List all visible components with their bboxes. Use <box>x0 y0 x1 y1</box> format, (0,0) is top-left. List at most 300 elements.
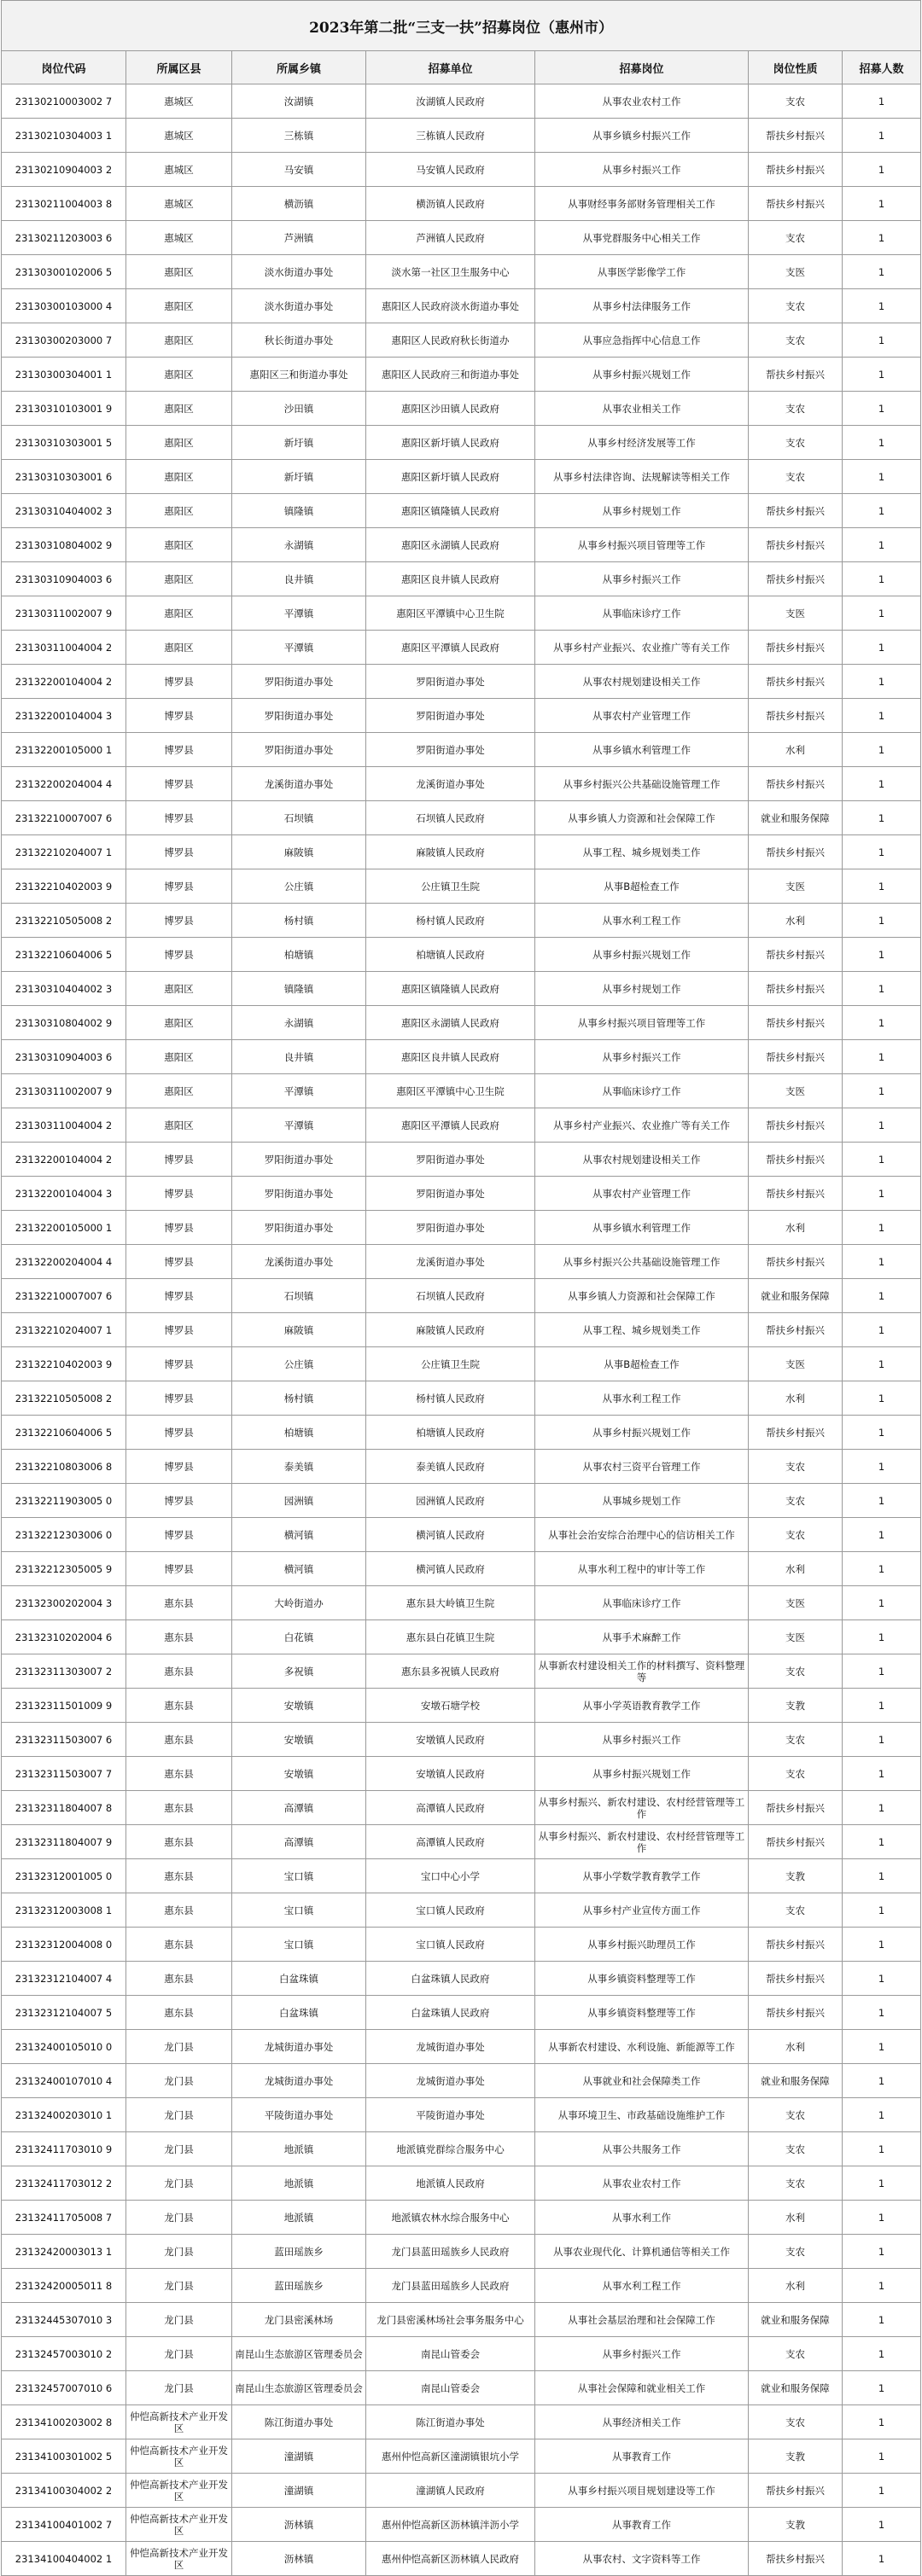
position-type-cell: 帮扶乡村振兴 <box>749 2474 843 2508</box>
recruiting-unit-cell: 惠阳区沙田镇人民政府 <box>366 392 535 426</box>
position-cell: 从事乡村法律咨询、法规解读等相关工作 <box>535 460 749 494</box>
position-cell: 从事水利工程工作 <box>535 2269 749 2303</box>
headcount-cell: 1 <box>843 1518 921 1552</box>
position-type-cell: 支农 <box>749 221 843 255</box>
position-cell: 从事乡村振兴工作 <box>535 153 749 187</box>
recruiting-unit-cell: 柏塘镇人民政府 <box>366 1416 535 1450</box>
district-cell: 惠东县 <box>126 1620 232 1654</box>
table-row <box>2 153 921 187</box>
position-code-cell: 23132210604006 5 <box>2 938 126 972</box>
position-type-cell: 帮扶乡村振兴 <box>749 1928 843 1962</box>
recruiting-unit-cell: 惠东县大岭镇卫生院 <box>366 1586 535 1620</box>
position-type-cell: 帮扶乡村振兴 <box>749 1245 843 1279</box>
position-code-cell: 23132311503007 6 <box>2 1723 126 1757</box>
headcount-cell: 1 <box>843 1143 921 1177</box>
township-cell: 宝口镇 <box>232 1859 366 1893</box>
position-type-cell: 支医 <box>749 1586 843 1620</box>
position-cell: 从事农村产业管理工作 <box>535 1177 749 1211</box>
table-row <box>2 1450 921 1484</box>
position-cell: 从事乡村振兴公共基础设施管理工作 <box>535 767 749 801</box>
position-cell: 从事社会保障和就业相关工作 <box>535 2371 749 2405</box>
position-type-cell: 帮扶乡村振兴 <box>749 1313 843 1347</box>
table-row <box>2 2371 921 2405</box>
table-row <box>2 1723 921 1757</box>
district-cell: 龙门县 <box>126 2269 232 2303</box>
district-cell: 龙门县 <box>126 2235 232 2269</box>
recruiting-unit-cell: 罗阳街道办事处 <box>366 1177 535 1211</box>
position-code-cell: 23130211004003 8 <box>2 187 126 221</box>
header-position: 招募岗位 <box>535 51 749 84</box>
position-type-cell: 就业和服务保障 <box>749 2303 843 2337</box>
township-cell: 永湖镇 <box>232 1006 366 1040</box>
township-cell: 沥林镇 <box>232 2508 366 2542</box>
position-code-cell: 23132311804007 8 <box>2 1791 126 1825</box>
district-cell: 仲恺高新技术产业开发区 <box>126 2405 232 2439</box>
headcount-cell: 1 <box>843 2508 921 2542</box>
table-row <box>2 1177 921 1211</box>
district-cell: 博罗县 <box>126 1245 232 1279</box>
recruiting-unit-cell: 惠阳区镇隆镇人民政府 <box>366 972 535 1006</box>
township-cell: 三栋镇 <box>232 119 366 153</box>
position-cell: 从事医学影像学工作 <box>535 255 749 289</box>
position-type-cell: 水利 <box>749 733 843 767</box>
recruiting-unit-cell: 惠阳区永湖镇人民政府 <box>366 528 535 562</box>
position-cell: 从事农村规划建设相关工作 <box>535 665 749 699</box>
position-code-cell: 23134100304002 2 <box>2 2474 126 2508</box>
recruiting-unit-cell: 惠州仲恺高新区沥林镇泮沥小学 <box>366 2508 535 2542</box>
recruiting-unit-cell: 惠东县多祝镇人民政府 <box>366 1654 535 1689</box>
position-type-cell: 帮扶乡村振兴 <box>749 1006 843 1040</box>
district-cell: 博罗县 <box>126 801 232 835</box>
headcount-cell: 1 <box>843 2337 921 2371</box>
township-cell: 横沥镇 <box>232 187 366 221</box>
table-body <box>2 84 921 2576</box>
table-row <box>2 323 921 358</box>
position-code-cell: 23130310404002 3 <box>2 494 126 528</box>
position-type-cell: 支农 <box>749 2098 843 2132</box>
position-cell: 从事社会治安综合治理中心的信访相关工作 <box>535 1518 749 1552</box>
table-row <box>2 289 921 323</box>
position-code-cell: 23132212303006 0 <box>2 1518 126 1552</box>
table-row <box>2 1654 921 1689</box>
position-cell: 从事公共服务工作 <box>535 2132 749 2166</box>
table-row <box>2 938 921 972</box>
position-cell: 从事B超检查工作 <box>535 1347 749 1381</box>
position-cell: 从事乡村振兴规划工作 <box>535 938 749 972</box>
position-type-cell: 帮扶乡村振兴 <box>749 494 843 528</box>
district-cell: 博罗县 <box>126 1143 232 1177</box>
table-row <box>2 1006 921 1040</box>
table-row <box>2 2474 921 2508</box>
position-cell: 从事乡村振兴工作 <box>535 1040 749 1074</box>
district-cell: 博罗县 <box>126 1518 232 1552</box>
district-cell: 博罗县 <box>126 1347 232 1381</box>
district-cell: 惠阳区 <box>126 289 232 323</box>
position-type-cell: 支医 <box>749 596 843 631</box>
position-cell: 从事农业相关工作 <box>535 392 749 426</box>
position-type-cell: 水利 <box>749 2201 843 2235</box>
district-cell: 惠东县 <box>126 1689 232 1723</box>
township-cell: 园洲镇 <box>232 1484 366 1518</box>
township-cell: 汝湖镇 <box>232 84 366 119</box>
table-row <box>2 187 921 221</box>
headcount-cell: 1 <box>843 494 921 528</box>
position-code-cell: 23132200105000 1 <box>2 1211 126 1245</box>
headcount-cell: 1 <box>843 1040 921 1074</box>
headcount-cell: 1 <box>843 972 921 1006</box>
headcount-cell: 1 <box>843 1347 921 1381</box>
table-row <box>2 2030 921 2064</box>
position-cell: 从事乡镇人力资源和社会保障工作 <box>535 801 749 835</box>
recruiting-unit-cell: 潼湖镇人民政府 <box>366 2474 535 2508</box>
position-cell: 从事乡村规划工作 <box>535 494 749 528</box>
township-cell: 平陵街道办事处 <box>232 2098 366 2132</box>
recruiting-unit-cell: 平陵街道办事处 <box>366 2098 535 2132</box>
district-cell: 仲恺高新技术产业开发区 <box>126 2542 232 2576</box>
position-type-cell: 支农 <box>749 84 843 119</box>
position-type-cell: 支医 <box>749 255 843 289</box>
recruiting-unit-cell: 地派镇党群综合服务中心 <box>366 2132 535 2166</box>
district-cell: 龙门县 <box>126 2201 232 2235</box>
table-row <box>2 1791 921 1825</box>
district-cell: 惠东县 <box>126 1586 232 1620</box>
position-code-cell: 23130311002007 9 <box>2 596 126 631</box>
district-cell: 博罗县 <box>126 1416 232 1450</box>
position-code-cell: 23132200104004 3 <box>2 699 126 733</box>
headcount-cell: 1 <box>843 869 921 904</box>
headcount-cell: 1 <box>843 255 921 289</box>
recruiting-unit-cell: 横河镇人民政府 <box>366 1552 535 1586</box>
position-type-cell: 帮扶乡村振兴 <box>749 1040 843 1074</box>
district-cell: 博罗县 <box>126 733 232 767</box>
position-code-cell: 23130310904003 6 <box>2 1040 126 1074</box>
headcount-cell: 1 <box>843 2405 921 2439</box>
position-code-cell: 23130311004004 2 <box>2 631 126 665</box>
township-cell: 麻陂镇 <box>232 1313 366 1347</box>
headcount-cell: 1 <box>843 631 921 665</box>
recruiting-unit-cell: 龙城街道办事处 <box>366 2030 535 2064</box>
table-row <box>2 767 921 801</box>
position-type-cell: 支农 <box>749 1757 843 1791</box>
headcount-cell: 1 <box>843 153 921 187</box>
position-type-cell: 帮扶乡村振兴 <box>749 665 843 699</box>
district-cell: 龙门县 <box>126 2132 232 2166</box>
district-cell: 惠城区 <box>126 119 232 153</box>
table-row <box>2 1313 921 1347</box>
township-cell: 平潭镇 <box>232 596 366 631</box>
header-row <box>2 51 921 84</box>
headcount-cell: 1 <box>843 528 921 562</box>
position-code-cell: 23132312104007 5 <box>2 1996 126 2030</box>
position-code-cell: 23132200204004 4 <box>2 1245 126 1279</box>
position-type-cell: 支教 <box>749 2508 843 2542</box>
position-code-cell: 23134100401002 7 <box>2 2508 126 2542</box>
position-type-cell: 支农 <box>749 426 843 460</box>
township-cell: 罗阳街道办事处 <box>232 1177 366 1211</box>
position-code-cell: 23130300203000 7 <box>2 323 126 358</box>
headcount-cell: 1 <box>843 1211 921 1245</box>
position-type-cell: 支农 <box>749 392 843 426</box>
township-cell: 罗阳街道办事处 <box>232 665 366 699</box>
district-cell: 惠城区 <box>126 187 232 221</box>
position-cell: 从事乡村产业振兴、农业推广等有关工作 <box>535 1108 749 1143</box>
recruiting-unit-cell: 惠阳区平潭镇中心卫生院 <box>366 1074 535 1108</box>
recruiting-unit-cell: 杨村镇人民政府 <box>366 904 535 938</box>
recruiting-unit-cell: 龙溪街道办事处 <box>366 1245 535 1279</box>
position-type-cell: 支农 <box>749 460 843 494</box>
district-cell: 惠城区 <box>126 221 232 255</box>
headcount-cell: 1 <box>843 187 921 221</box>
township-cell: 罗阳街道办事处 <box>232 733 366 767</box>
headcount-cell: 1 <box>843 460 921 494</box>
district-cell: 惠城区 <box>126 84 232 119</box>
headcount-cell: 1 <box>843 1962 921 1996</box>
township-cell: 秋长街道办事处 <box>232 323 366 358</box>
headcount-cell: 1 <box>843 1074 921 1108</box>
table-row <box>2 1689 921 1723</box>
position-code-cell: 23132210204007 1 <box>2 835 126 869</box>
recruiting-unit-cell: 公庄镇卫生院 <box>366 869 535 904</box>
position-type-cell: 支农 <box>749 1723 843 1757</box>
district-cell: 惠阳区 <box>126 460 232 494</box>
position-type-cell: 水利 <box>749 904 843 938</box>
recruiting-unit-cell: 石坝镇人民政府 <box>366 1279 535 1313</box>
position-type-cell: 帮扶乡村振兴 <box>749 835 843 869</box>
headcount-cell: 1 <box>843 1279 921 1313</box>
headcount-cell: 1 <box>843 221 921 255</box>
position-cell: 从事乡村经济发展等工作 <box>535 426 749 460</box>
position-type-cell: 支医 <box>749 1620 843 1654</box>
position-type-cell: 就业和服务保障 <box>749 1279 843 1313</box>
position-cell: 从事临床诊疗工作 <box>535 1586 749 1620</box>
district-cell: 惠东县 <box>126 1996 232 2030</box>
township-cell: 马安镇 <box>232 153 366 187</box>
district-cell: 龙门县 <box>126 2098 232 2132</box>
township-cell: 陈江街道办事处 <box>232 2405 366 2439</box>
headcount-cell: 1 <box>843 1723 921 1757</box>
position-type-cell: 就业和服务保障 <box>749 801 843 835</box>
recruiting-unit-cell: 白盆珠镇人民政府 <box>366 1996 535 2030</box>
district-cell: 惠东县 <box>126 1723 232 1757</box>
position-type-cell: 帮扶乡村振兴 <box>749 153 843 187</box>
table-row <box>2 2166 921 2201</box>
district-cell: 博罗县 <box>126 869 232 904</box>
township-cell: 南昆山生态旅游区管理委员会 <box>232 2371 366 2405</box>
headcount-cell: 1 <box>843 2439 921 2474</box>
table-row <box>2 596 921 631</box>
recruiting-unit-cell: 龙门县蓝田瑶族乡人民政府 <box>366 2235 535 2269</box>
headcount-cell: 1 <box>843 1586 921 1620</box>
position-code-cell: 23132310202004 6 <box>2 1620 126 1654</box>
position-cell: 从事乡村振兴公共基础设施管理工作 <box>535 1245 749 1279</box>
recruiting-unit-cell: 安墩镇人民政府 <box>366 1757 535 1791</box>
position-cell: 从事乡村振兴工作 <box>535 562 749 596</box>
position-cell: 从事环境卫生、市政基础设施维护工作 <box>535 2098 749 2132</box>
position-cell: 从事乡镇乡村振兴工作 <box>535 119 749 153</box>
position-code-cell: 23130310404002 3 <box>2 972 126 1006</box>
township-cell: 宝口镇 <box>232 1928 366 1962</box>
position-code-cell: 23132311303007 2 <box>2 1654 126 1689</box>
table-row <box>2 1893 921 1928</box>
position-code-cell: 23132200104004 2 <box>2 1143 126 1177</box>
headcount-cell: 1 <box>843 2132 921 2166</box>
headcount-cell: 1 <box>843 392 921 426</box>
district-cell: 仲恺高新技术产业开发区 <box>126 2439 232 2474</box>
district-cell: 龙门县 <box>126 2371 232 2405</box>
recruiting-unit-cell: 惠阳区人民政府秋长街道办 <box>366 323 535 358</box>
position-code-cell: 23130310303001 6 <box>2 460 126 494</box>
recruiting-unit-cell: 安墩石塘学校 <box>366 1689 535 1723</box>
table-row <box>2 1552 921 1586</box>
position-cell: 从事党群服务中心相关工作 <box>535 221 749 255</box>
position-cell: 从事农业农村工作 <box>535 2166 749 2201</box>
township-cell: 镇隆镇 <box>232 972 366 1006</box>
headcount-cell: 1 <box>843 938 921 972</box>
recruiting-unit-cell: 杨村镇人民政府 <box>366 1381 535 1416</box>
position-type-cell: 帮扶乡村振兴 <box>749 699 843 733</box>
township-cell: 淡水街道办事处 <box>232 289 366 323</box>
headcount-cell: 1 <box>843 596 921 631</box>
district-cell: 博罗县 <box>126 835 232 869</box>
township-cell: 地派镇 <box>232 2132 366 2166</box>
position-code-cell: 23132400203010 1 <box>2 2098 126 2132</box>
header-headcount: 招募人数 <box>843 51 921 84</box>
district-cell: 惠阳区 <box>126 596 232 631</box>
header-recruiting-unit: 招募单位 <box>366 51 535 84</box>
position-type-cell: 支医 <box>749 1347 843 1381</box>
headcount-cell: 1 <box>843 2303 921 2337</box>
district-cell: 龙门县 <box>126 2064 232 2098</box>
position-code-cell: 23132312003008 1 <box>2 1893 126 1928</box>
table-row <box>2 528 921 562</box>
township-cell: 龙门县密溪林场 <box>232 2303 366 2337</box>
district-cell: 博罗县 <box>126 665 232 699</box>
position-code-cell: 23132210803006 8 <box>2 1450 126 1484</box>
table-row <box>2 699 921 733</box>
headcount-cell: 1 <box>843 1757 921 1791</box>
position-cell: 从事临床诊疗工作 <box>535 596 749 631</box>
district-cell: 惠阳区 <box>126 1040 232 1074</box>
township-cell: 镇隆镇 <box>232 494 366 528</box>
recruiting-unit-cell: 惠州仲恺高新区沥林镇人民政府 <box>366 2542 535 2576</box>
position-cell: 从事乡镇水利管理工作 <box>535 733 749 767</box>
position-type-cell: 帮扶乡村振兴 <box>749 972 843 1006</box>
table-row <box>2 1211 921 1245</box>
recruiting-unit-cell: 宝口镇人民政府 <box>366 1928 535 1962</box>
recruiting-unit-cell: 罗阳街道办事处 <box>366 733 535 767</box>
headcount-cell: 1 <box>843 2269 921 2303</box>
township-cell: 良井镇 <box>232 1040 366 1074</box>
position-code-cell: 23130310103001 9 <box>2 392 126 426</box>
headcount-cell: 1 <box>843 358 921 392</box>
position-type-cell: 水利 <box>749 1381 843 1416</box>
headcount-cell: 1 <box>843 562 921 596</box>
table-row <box>2 835 921 869</box>
header-district: 所属区县 <box>126 51 232 84</box>
recruiting-unit-cell: 罗阳街道办事处 <box>366 1211 535 1245</box>
headcount-cell: 1 <box>843 84 921 119</box>
position-code-cell: 23132457007010 6 <box>2 2371 126 2405</box>
position-type-cell: 支农 <box>749 1654 843 1689</box>
district-cell: 博罗县 <box>126 1450 232 1484</box>
table-row <box>2 904 921 938</box>
position-type-cell: 帮扶乡村振兴 <box>749 1791 843 1825</box>
township-cell: 地派镇 <box>232 2201 366 2235</box>
township-cell: 蓝田瑶族乡 <box>232 2269 366 2303</box>
recruiting-unit-cell: 惠阳区新圩镇人民政府 <box>366 460 535 494</box>
district-cell: 惠东县 <box>126 1893 232 1928</box>
headcount-cell: 1 <box>843 2235 921 2269</box>
recruiting-unit-cell: 麻陂镇人民政府 <box>366 835 535 869</box>
headcount-cell: 1 <box>843 1859 921 1893</box>
table-row <box>2 1484 921 1518</box>
header-position-type: 岗位性质 <box>749 51 843 84</box>
township-cell: 麻陂镇 <box>232 835 366 869</box>
position-type-cell: 水利 <box>749 1211 843 1245</box>
position-code-cell: 23132210402003 9 <box>2 1347 126 1381</box>
district-cell: 惠阳区 <box>126 562 232 596</box>
position-cell: 从事小学英语教育教学工作 <box>535 1689 749 1723</box>
district-cell: 博罗县 <box>126 1381 232 1416</box>
district-cell: 惠东县 <box>126 1654 232 1689</box>
township-cell: 石坝镇 <box>232 801 366 835</box>
table-row <box>2 2542 921 2576</box>
recruiting-unit-cell: 惠阳区新圩镇人民政府 <box>366 426 535 460</box>
position-type-cell: 帮扶乡村振兴 <box>749 938 843 972</box>
recruiting-unit-cell: 惠阳区人民政府淡水街道办事处 <box>366 289 535 323</box>
headcount-cell: 1 <box>843 1928 921 1962</box>
position-code-cell: 23130300304001 1 <box>2 358 126 392</box>
table-row <box>2 119 921 153</box>
recruiting-unit-cell: 惠州仲恺高新区潼湖镇银坑小学 <box>366 2439 535 2474</box>
headcount-cell: 1 <box>843 1791 921 1825</box>
recruiting-unit-cell: 石坝镇人民政府 <box>366 801 535 835</box>
table-row <box>2 972 921 1006</box>
position-type-cell: 帮扶乡村振兴 <box>749 119 843 153</box>
position-type-cell: 支教 <box>749 2439 843 2474</box>
recruiting-unit-cell: 公庄镇卫生院 <box>366 1347 535 1381</box>
district-cell: 惠东县 <box>126 1928 232 1962</box>
district-cell: 惠阳区 <box>126 255 232 289</box>
recruiting-unit-cell: 高潭镇人民政府 <box>366 1791 535 1825</box>
position-cell: 从事临床诊疗工作 <box>535 1074 749 1108</box>
recruiting-unit-cell: 白盆珠镇人民政府 <box>366 1962 535 1996</box>
position-code-cell: 23134100404002 1 <box>2 2542 126 2576</box>
headcount-cell: 1 <box>843 323 921 358</box>
district-cell: 惠东县 <box>126 1859 232 1893</box>
position-cell: 从事乡镇资料整理等工作 <box>535 1996 749 2030</box>
township-cell: 白盆珠镇 <box>232 1962 366 1996</box>
recruiting-unit-cell: 安墩镇人民政府 <box>366 1723 535 1757</box>
position-cell: 从事乡镇人力资源和社会保障工作 <box>535 1279 749 1313</box>
position-code-cell: 23130210304003 1 <box>2 119 126 153</box>
position-cell: 从事新农村建设相关工作的材料撰写、资料整理等 <box>535 1654 749 1689</box>
position-code-cell: 23132411703012 2 <box>2 2166 126 2201</box>
table-row <box>2 84 921 119</box>
recruiting-unit-cell: 宝口中心小学 <box>366 1859 535 1893</box>
township-cell: 宝口镇 <box>232 1893 366 1928</box>
district-cell: 惠阳区 <box>126 1108 232 1143</box>
position-cell: 从事教育工作 <box>535 2439 749 2474</box>
headcount-cell: 1 <box>843 1996 921 2030</box>
position-cell: 从事水利工程工作 <box>535 904 749 938</box>
position-cell: 从事社会基层治理和社会保障工作 <box>535 2303 749 2337</box>
headcount-cell: 1 <box>843 1620 921 1654</box>
position-code-cell: 23132210505008 2 <box>2 904 126 938</box>
headcount-cell: 1 <box>843 801 921 835</box>
township-cell: 平潭镇 <box>232 1074 366 1108</box>
district-cell: 仲恺高新技术产业开发区 <box>126 2508 232 2542</box>
